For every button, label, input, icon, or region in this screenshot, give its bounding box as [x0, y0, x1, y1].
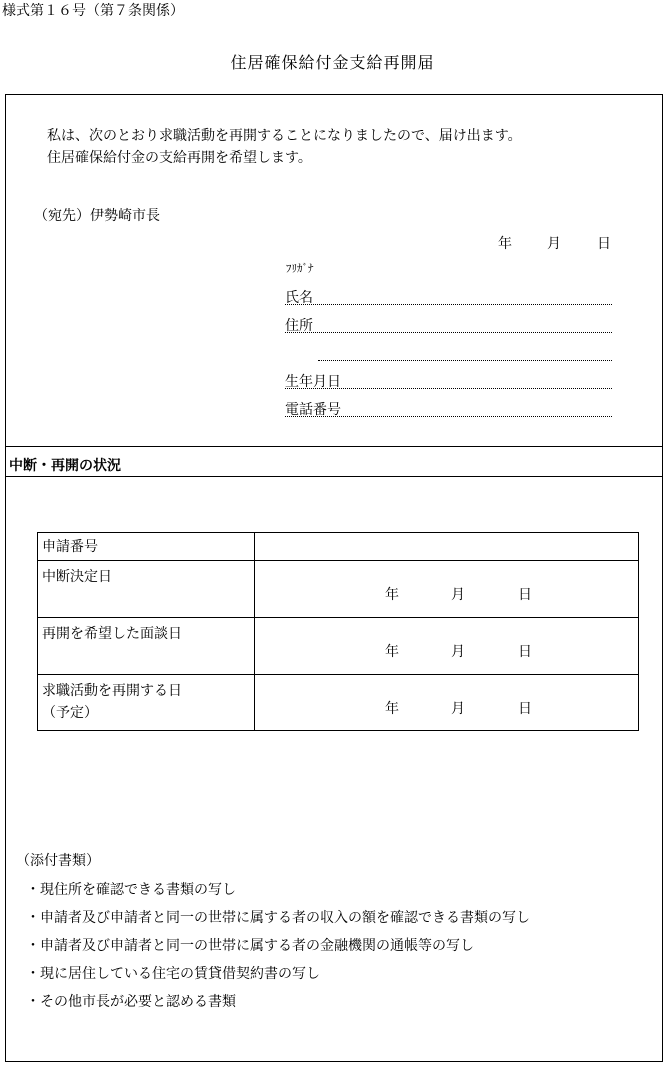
table-row [38, 675, 639, 731]
year-label: 年 [385, 701, 399, 717]
form-number: 様式第１６号（第７条関係） [2, 3, 184, 19]
status-table [37, 532, 639, 731]
address-label: 住所 [285, 318, 313, 334]
attachments-title: （添付書類） [16, 853, 100, 869]
day-label: 日 [518, 644, 532, 660]
section-divider-top [5, 446, 663, 447]
addressee: （宛先）伊勢崎市長 [34, 208, 160, 224]
interview-date-label: 再開を希望した面談日 [38, 618, 255, 675]
name-label: 氏名 [285, 290, 313, 306]
name-field-line[interactable] [285, 304, 612, 305]
month-label: 月 [451, 644, 465, 660]
date-day-label: 日 [597, 236, 611, 252]
table-row [38, 561, 639, 618]
day-label: 日 [518, 587, 532, 603]
resume-date-ymd [385, 698, 532, 718]
list-item: ・現住所を確認できる書類の写し [26, 882, 236, 898]
application-number-label: 申請番号 [38, 533, 255, 561]
section-divider-bottom [5, 476, 663, 477]
table-row [38, 533, 639, 561]
date-month-label: 月 [547, 236, 561, 252]
attachments-list [26, 876, 530, 1016]
list-item: ・申請者及び申請者と同一の世帯に属する者の金融機関の通帳等の写し [26, 938, 474, 954]
furigana-label: ﾌﾘｶﾞﾅ [286, 262, 314, 275]
phone-label: 電話番号 [285, 402, 341, 418]
resume-date-label-line-1: 求職活動を再開する日 [42, 683, 182, 699]
list-item: ・その他市長が必要と認める書類 [26, 994, 236, 1010]
year-label: 年 [385, 587, 399, 603]
date-year-label: 年 [498, 236, 512, 252]
application-number-value[interactable] [255, 533, 639, 561]
suspension-date-value[interactable] [255, 561, 639, 618]
address-field-line-2[interactable] [318, 360, 612, 361]
address-field-line[interactable] [285, 332, 612, 333]
phone-field-line[interactable] [285, 416, 612, 417]
intro-text [47, 125, 522, 169]
birthdate-label: 生年月日 [285, 374, 341, 390]
year-label: 年 [385, 644, 399, 660]
table-row [38, 618, 639, 675]
section-heading: 中断・再開の状況 [9, 458, 121, 474]
resume-date-label-line-2: （予定） [42, 705, 98, 721]
resume-date-label [38, 675, 255, 731]
list-item: ・現に居住している住宅の賃貸借契約書の写し [26, 966, 320, 982]
birthdate-field-line[interactable] [285, 388, 612, 389]
intro-line-1: 私は、次のとおり求職活動を再開することになりましたので、届け出ます。 [47, 128, 522, 144]
month-label: 月 [451, 587, 465, 603]
day-label: 日 [518, 701, 532, 717]
interview-date-ymd [385, 641, 532, 661]
intro-line-2: 住居確保給付金の支給再開を希望します。 [47, 150, 312, 166]
month-label: 月 [451, 701, 465, 717]
suspension-date-label: 中断決定日 [38, 561, 255, 618]
list-item: ・申請者及び申請者と同一の世帯に属する者の収入の額を確認できる書類の写し [26, 910, 530, 926]
suspension-date-ymd [385, 584, 532, 604]
resume-date-value[interactable] [255, 675, 639, 731]
document-title: 住居確保給付金支給再開届 [230, 53, 435, 72]
interview-date-value[interactable] [255, 618, 639, 675]
